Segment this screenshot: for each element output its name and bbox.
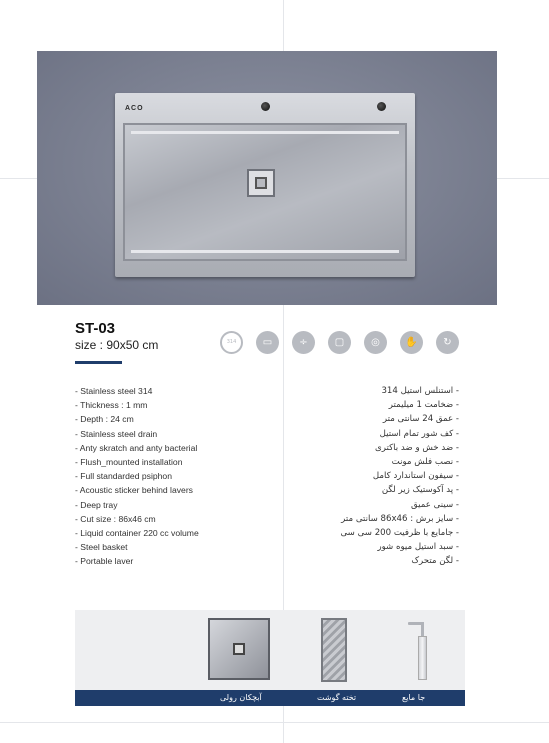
- tap-hole: [261, 102, 270, 111]
- feature-item: - Anty skratch and anty bacterial: [75, 442, 198, 453]
- tap-hole: [377, 102, 386, 111]
- antibacterial-icon: ↻: [436, 331, 459, 354]
- accessories-label-bar: [75, 690, 465, 706]
- drain-icon: ÷: [292, 331, 315, 354]
- accessories-panel: [75, 610, 465, 690]
- roll-drainer-image: [208, 618, 270, 680]
- features-persian: [239, 384, 459, 569]
- model-size: size : 90x50 cm: [75, 338, 159, 352]
- feature-item: - ضد خش و ضد باکتری: [375, 442, 459, 453]
- feature-item: - جامایع با ظرفیت 200 سی سی: [340, 528, 459, 539]
- feature-item: - Thickness : 1 mm: [75, 400, 148, 411]
- basket-icon: ▭: [256, 331, 279, 354]
- container-icon: ▢: [328, 331, 351, 354]
- accessory-label: تخته گوشت: [317, 693, 357, 702]
- steel-314-icon: 314: [220, 331, 243, 354]
- guide-line: [0, 722, 549, 723]
- feature-item: - Flush_mounted installation: [75, 457, 183, 468]
- feature-item: - کف شور تمام استیل: [379, 428, 459, 439]
- feature-item: - Depth : 24 cm: [75, 414, 134, 425]
- accessory-label: آبچکان رولی: [220, 693, 262, 702]
- accessory-label: جا مایع: [402, 693, 426, 702]
- feature-item: - ضخامت 1 میلیمتر: [388, 400, 459, 411]
- title-underline: [75, 361, 122, 364]
- hand-icon: ✋: [400, 331, 423, 354]
- feature-icons: [220, 331, 459, 355]
- feature-item: - پد آکوستیک زیر لگن: [381, 485, 459, 496]
- feature-item: - Cut size : 86x46 cm: [75, 513, 156, 524]
- basin-rail: [131, 131, 399, 134]
- feature-item: - سینی عمیق: [411, 499, 459, 510]
- product-photo: [37, 51, 497, 305]
- feature-item: - عمق 24 سانتی متر: [382, 414, 459, 425]
- feature-item: - Stainless steel drain: [75, 428, 158, 439]
- cutting-board-image: [321, 618, 347, 682]
- soap-dispenser-image: [421, 622, 424, 636]
- feature-item: - Portable laver: [75, 556, 134, 567]
- feature-item: - Stainless steel 314: [75, 386, 153, 396]
- feature-item: - سبد استیل میوه شور: [377, 542, 459, 553]
- siphon-icon: ◎: [364, 331, 387, 354]
- feature-item: - Acoustic sticker behind lavers: [75, 485, 193, 496]
- basin-rail: [131, 250, 399, 253]
- soap-dispenser-image: [418, 636, 427, 680]
- feature-item: - لگن متحرک: [411, 556, 459, 567]
- feature-item: - Full standarded psiphon: [75, 471, 172, 482]
- sink-illustration: [115, 93, 415, 277]
- feature-item: - Liquid container 220 cc volume: [75, 528, 199, 539]
- feature-item: - نصب فلش مونت: [391, 457, 459, 468]
- drain-icon: [247, 169, 275, 197]
- feature-item: - Deep tray: [75, 499, 118, 510]
- feature-item: - استنلس استیل 314: [381, 386, 459, 396]
- feature-item: - Steel basket: [75, 542, 128, 553]
- brand-logo: ACO: [125, 105, 144, 112]
- feature-item: - سیفون استاندارد کامل: [372, 471, 459, 482]
- model-title: ST-03: [75, 320, 116, 337]
- feature-item: - سایز برش : 86x46 سانتی متر: [341, 513, 459, 524]
- sink-basin: [123, 123, 407, 261]
